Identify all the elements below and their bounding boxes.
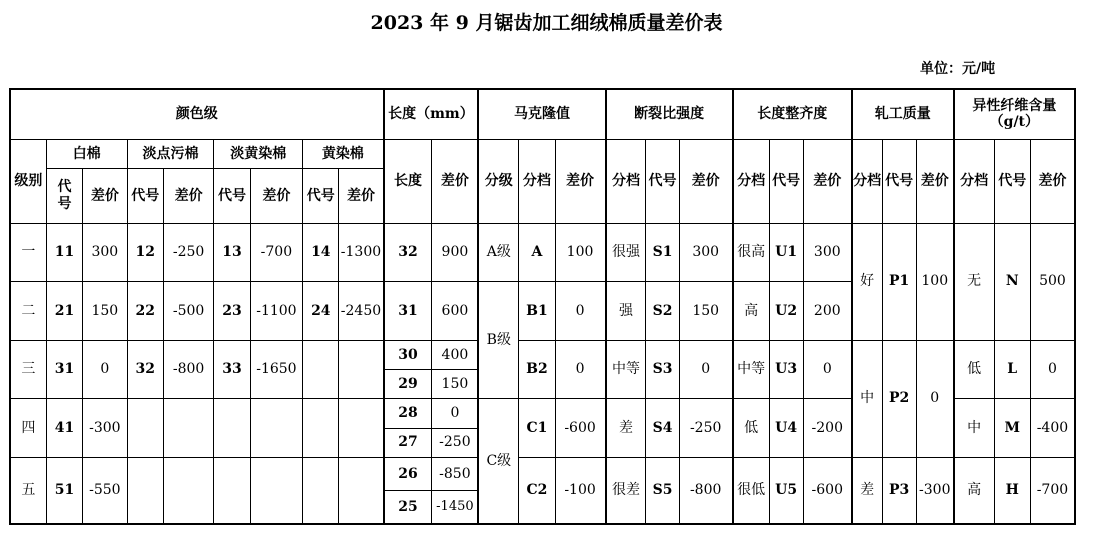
- ls-code: [127, 399, 163, 458]
- str-tier: 差: [606, 399, 646, 458]
- mic-diff: -100: [555, 457, 605, 524]
- length-diff: 150: [432, 370, 478, 399]
- y-code: [303, 340, 339, 399]
- header-str-tier: 分档: [606, 139, 646, 223]
- mic-tier: C1: [519, 399, 555, 458]
- header-y-diff: 差价: [339, 169, 384, 224]
- uni-code: U4: [769, 399, 803, 458]
- mic-tier: A: [519, 223, 555, 282]
- y-diff: [339, 457, 384, 524]
- length-value: 29: [384, 370, 432, 399]
- header-strength: 断裂比强度: [606, 89, 733, 139]
- length-value: 27: [384, 428, 432, 457]
- gin-tier: 好: [852, 223, 882, 340]
- header-uni-code: 代号: [769, 139, 803, 223]
- y-diff: -2450: [339, 282, 384, 341]
- str-code: S2: [646, 282, 679, 341]
- mic-tier: B2: [519, 340, 555, 399]
- white-code: 41: [46, 399, 82, 458]
- str-diff: 300: [679, 223, 732, 282]
- gin-code: P2: [882, 340, 916, 457]
- y-code: 24: [303, 282, 339, 341]
- ls-code: 22: [127, 282, 163, 341]
- header-foreign-fiber: 异性纤维含量（g/t）: [954, 89, 1075, 139]
- table-row: [10, 223, 1075, 282]
- uni-tier: 中等: [733, 340, 769, 399]
- ff-code: M: [994, 399, 1030, 458]
- length-value: 26: [384, 457, 432, 490]
- str-tier: 很强: [606, 223, 646, 282]
- page-title: 2023 年 9 月锯齿加工细绒棉质量差价表: [370, 12, 723, 34]
- header-white-diff: 差价: [83, 169, 127, 224]
- mic-diff: 0: [555, 340, 605, 399]
- ff-diff: 500: [1030, 223, 1075, 340]
- uni-code: U2: [769, 282, 803, 341]
- y-diff: [339, 340, 384, 399]
- gin-tier: 中: [852, 340, 882, 457]
- ff-code: H: [994, 457, 1030, 524]
- y-code: [303, 457, 339, 524]
- table-row: [10, 340, 1075, 369]
- uni-diff: 200: [803, 282, 851, 341]
- ly-code: [214, 399, 250, 458]
- ly-diff: -1650: [250, 340, 302, 399]
- ff-tier: 中: [954, 399, 994, 458]
- uni-code: U1: [769, 223, 803, 282]
- str-diff: -250: [679, 399, 732, 458]
- length-diff: 0: [432, 399, 478, 428]
- length-value: 30: [384, 340, 432, 369]
- length-diff: -1450: [432, 491, 478, 524]
- uni-diff: 0: [803, 340, 851, 399]
- ff-tier: 低: [954, 340, 994, 399]
- ly-diff: [250, 399, 302, 458]
- uni-tier: 低: [733, 399, 769, 458]
- ly-diff: [250, 457, 302, 524]
- header-gin-tier: 分档: [852, 139, 882, 223]
- str-code: S4: [646, 399, 679, 458]
- header-uniformity: 长度整齐度: [733, 89, 852, 139]
- str-tier: 中等: [606, 340, 646, 399]
- str-diff: -800: [679, 457, 732, 524]
- header-light-yellow: 淡黄染棉: [214, 139, 303, 168]
- y-diff: [339, 399, 384, 458]
- ls-code: [127, 457, 163, 524]
- header-white-code: 代号: [46, 169, 82, 224]
- gin-code: P1: [882, 223, 916, 340]
- header-ly-code: 代号: [214, 169, 250, 224]
- white-code: 51: [46, 457, 82, 524]
- gin-diff: -300: [916, 457, 953, 524]
- header-gin-code: 代号: [882, 139, 916, 223]
- length-diff: -850: [432, 457, 478, 490]
- header-micronaire: 马克隆值: [478, 89, 605, 139]
- white-diff: -300: [83, 399, 127, 458]
- header-white: 白棉: [46, 139, 127, 168]
- header-mic-class: 分级: [478, 139, 518, 223]
- uni-code: U5: [769, 457, 803, 524]
- uni-tier: 很低: [733, 457, 769, 524]
- white-code: 31: [46, 340, 82, 399]
- length-value: 31: [384, 282, 432, 341]
- header-ff-code: 代号: [994, 139, 1030, 223]
- header-y-code: 代号: [303, 169, 339, 224]
- uni-diff: 300: [803, 223, 851, 282]
- length-value: 25: [384, 491, 432, 524]
- y-code: [303, 399, 339, 458]
- length-value: 28: [384, 399, 432, 428]
- header-gin-diff: 差价: [916, 139, 953, 223]
- mic-diff: -600: [555, 399, 605, 458]
- header-ff-tier: 分档: [954, 139, 994, 223]
- gin-diff: 0: [916, 340, 953, 457]
- ls-code: 32: [127, 340, 163, 399]
- ff-diff: -700: [1030, 457, 1075, 524]
- white-code: 11: [46, 223, 82, 282]
- str-tier: 很差: [606, 457, 646, 524]
- header-yellow: 黄染棉: [303, 139, 384, 168]
- ly-code: [214, 457, 250, 524]
- gin-code: P3: [882, 457, 916, 524]
- ff-code: L: [994, 340, 1030, 399]
- ly-diff: -1100: [250, 282, 302, 341]
- header-length-mm: 长度（mm）: [384, 89, 479, 139]
- grade-cell: 四: [10, 399, 46, 458]
- mic-tier: B1: [519, 282, 555, 341]
- white-diff: 0: [83, 340, 127, 399]
- uni-tier: 很高: [733, 223, 769, 282]
- length-diff: -250: [432, 428, 478, 457]
- mic-class: B级: [478, 282, 518, 399]
- mic-class: A级: [478, 223, 518, 282]
- white-diff: 150: [83, 282, 127, 341]
- mic-diff: 100: [555, 223, 605, 282]
- ls-diff: -800: [163, 340, 213, 399]
- price-difference-table: [9, 88, 1076, 525]
- header-mic-tier: 分档: [519, 139, 555, 223]
- length-value: 32: [384, 223, 432, 282]
- ly-diff: -700: [250, 223, 302, 282]
- header-str-diff: 差价: [679, 139, 732, 223]
- str-diff: 0: [679, 340, 732, 399]
- grade-cell: 三: [10, 340, 46, 399]
- ly-code: 13: [214, 223, 250, 282]
- y-diff: -1300: [339, 223, 384, 282]
- ff-tier: 无: [954, 223, 994, 340]
- gin-diff: 100: [916, 223, 953, 340]
- table-row: [10, 457, 1075, 490]
- uni-diff: -600: [803, 457, 851, 524]
- header-ls-diff: 差价: [163, 169, 213, 224]
- grade-cell: 一: [10, 223, 46, 282]
- gin-tier: 差: [852, 457, 882, 524]
- header-str-code: 代号: [646, 139, 679, 223]
- ls-diff: -500: [163, 282, 213, 341]
- ff-tier: 高: [954, 457, 994, 524]
- uni-code: U3: [769, 340, 803, 399]
- uni-diff: -200: [803, 399, 851, 458]
- ff-diff: -400: [1030, 399, 1075, 458]
- white-code: 21: [46, 282, 82, 341]
- header-color-grade: 颜色级: [10, 89, 384, 139]
- mic-class: C级: [478, 399, 518, 524]
- str-code: S5: [646, 457, 679, 524]
- header-length-diff: 差价: [432, 139, 478, 223]
- grade-cell: 二: [10, 282, 46, 341]
- unit-label: 单位：元/吨: [920, 61, 996, 77]
- header-light-spotted: 淡点污棉: [127, 139, 214, 168]
- header-ly-diff: 差价: [250, 169, 302, 224]
- header-ff-diff: 差价: [1030, 139, 1075, 223]
- str-code: S1: [646, 223, 679, 282]
- str-code: S3: [646, 340, 679, 399]
- ls-code: 12: [127, 223, 163, 282]
- ls-diff: [163, 399, 213, 458]
- ff-code: N: [994, 223, 1030, 340]
- grade-cell: 五: [10, 457, 46, 524]
- ly-code: 23: [214, 282, 250, 341]
- header-ginning: 轧工质量: [852, 89, 954, 139]
- header-uni-tier: 分档: [733, 139, 769, 223]
- mic-tier: C2: [519, 457, 555, 524]
- mic-diff: 0: [555, 282, 605, 341]
- header-mic-diff: 差价: [555, 139, 605, 223]
- ls-diff: [163, 457, 213, 524]
- white-diff: 300: [83, 223, 127, 282]
- ly-code: 33: [214, 340, 250, 399]
- length-diff: 900: [432, 223, 478, 282]
- length-diff: 600: [432, 282, 478, 341]
- white-diff: -550: [83, 457, 127, 524]
- y-code: 14: [303, 223, 339, 282]
- header-length: 长度: [384, 139, 432, 223]
- header-ls-code: 代号: [127, 169, 163, 224]
- header-grade: 级别: [10, 139, 46, 223]
- uni-tier: 高: [733, 282, 769, 341]
- ls-diff: -250: [163, 223, 213, 282]
- ff-diff: 0: [1030, 340, 1075, 399]
- str-diff: 150: [679, 282, 732, 341]
- header-uni-diff: 差价: [803, 139, 851, 223]
- str-tier: 强: [606, 282, 646, 341]
- length-diff: 400: [432, 340, 478, 369]
